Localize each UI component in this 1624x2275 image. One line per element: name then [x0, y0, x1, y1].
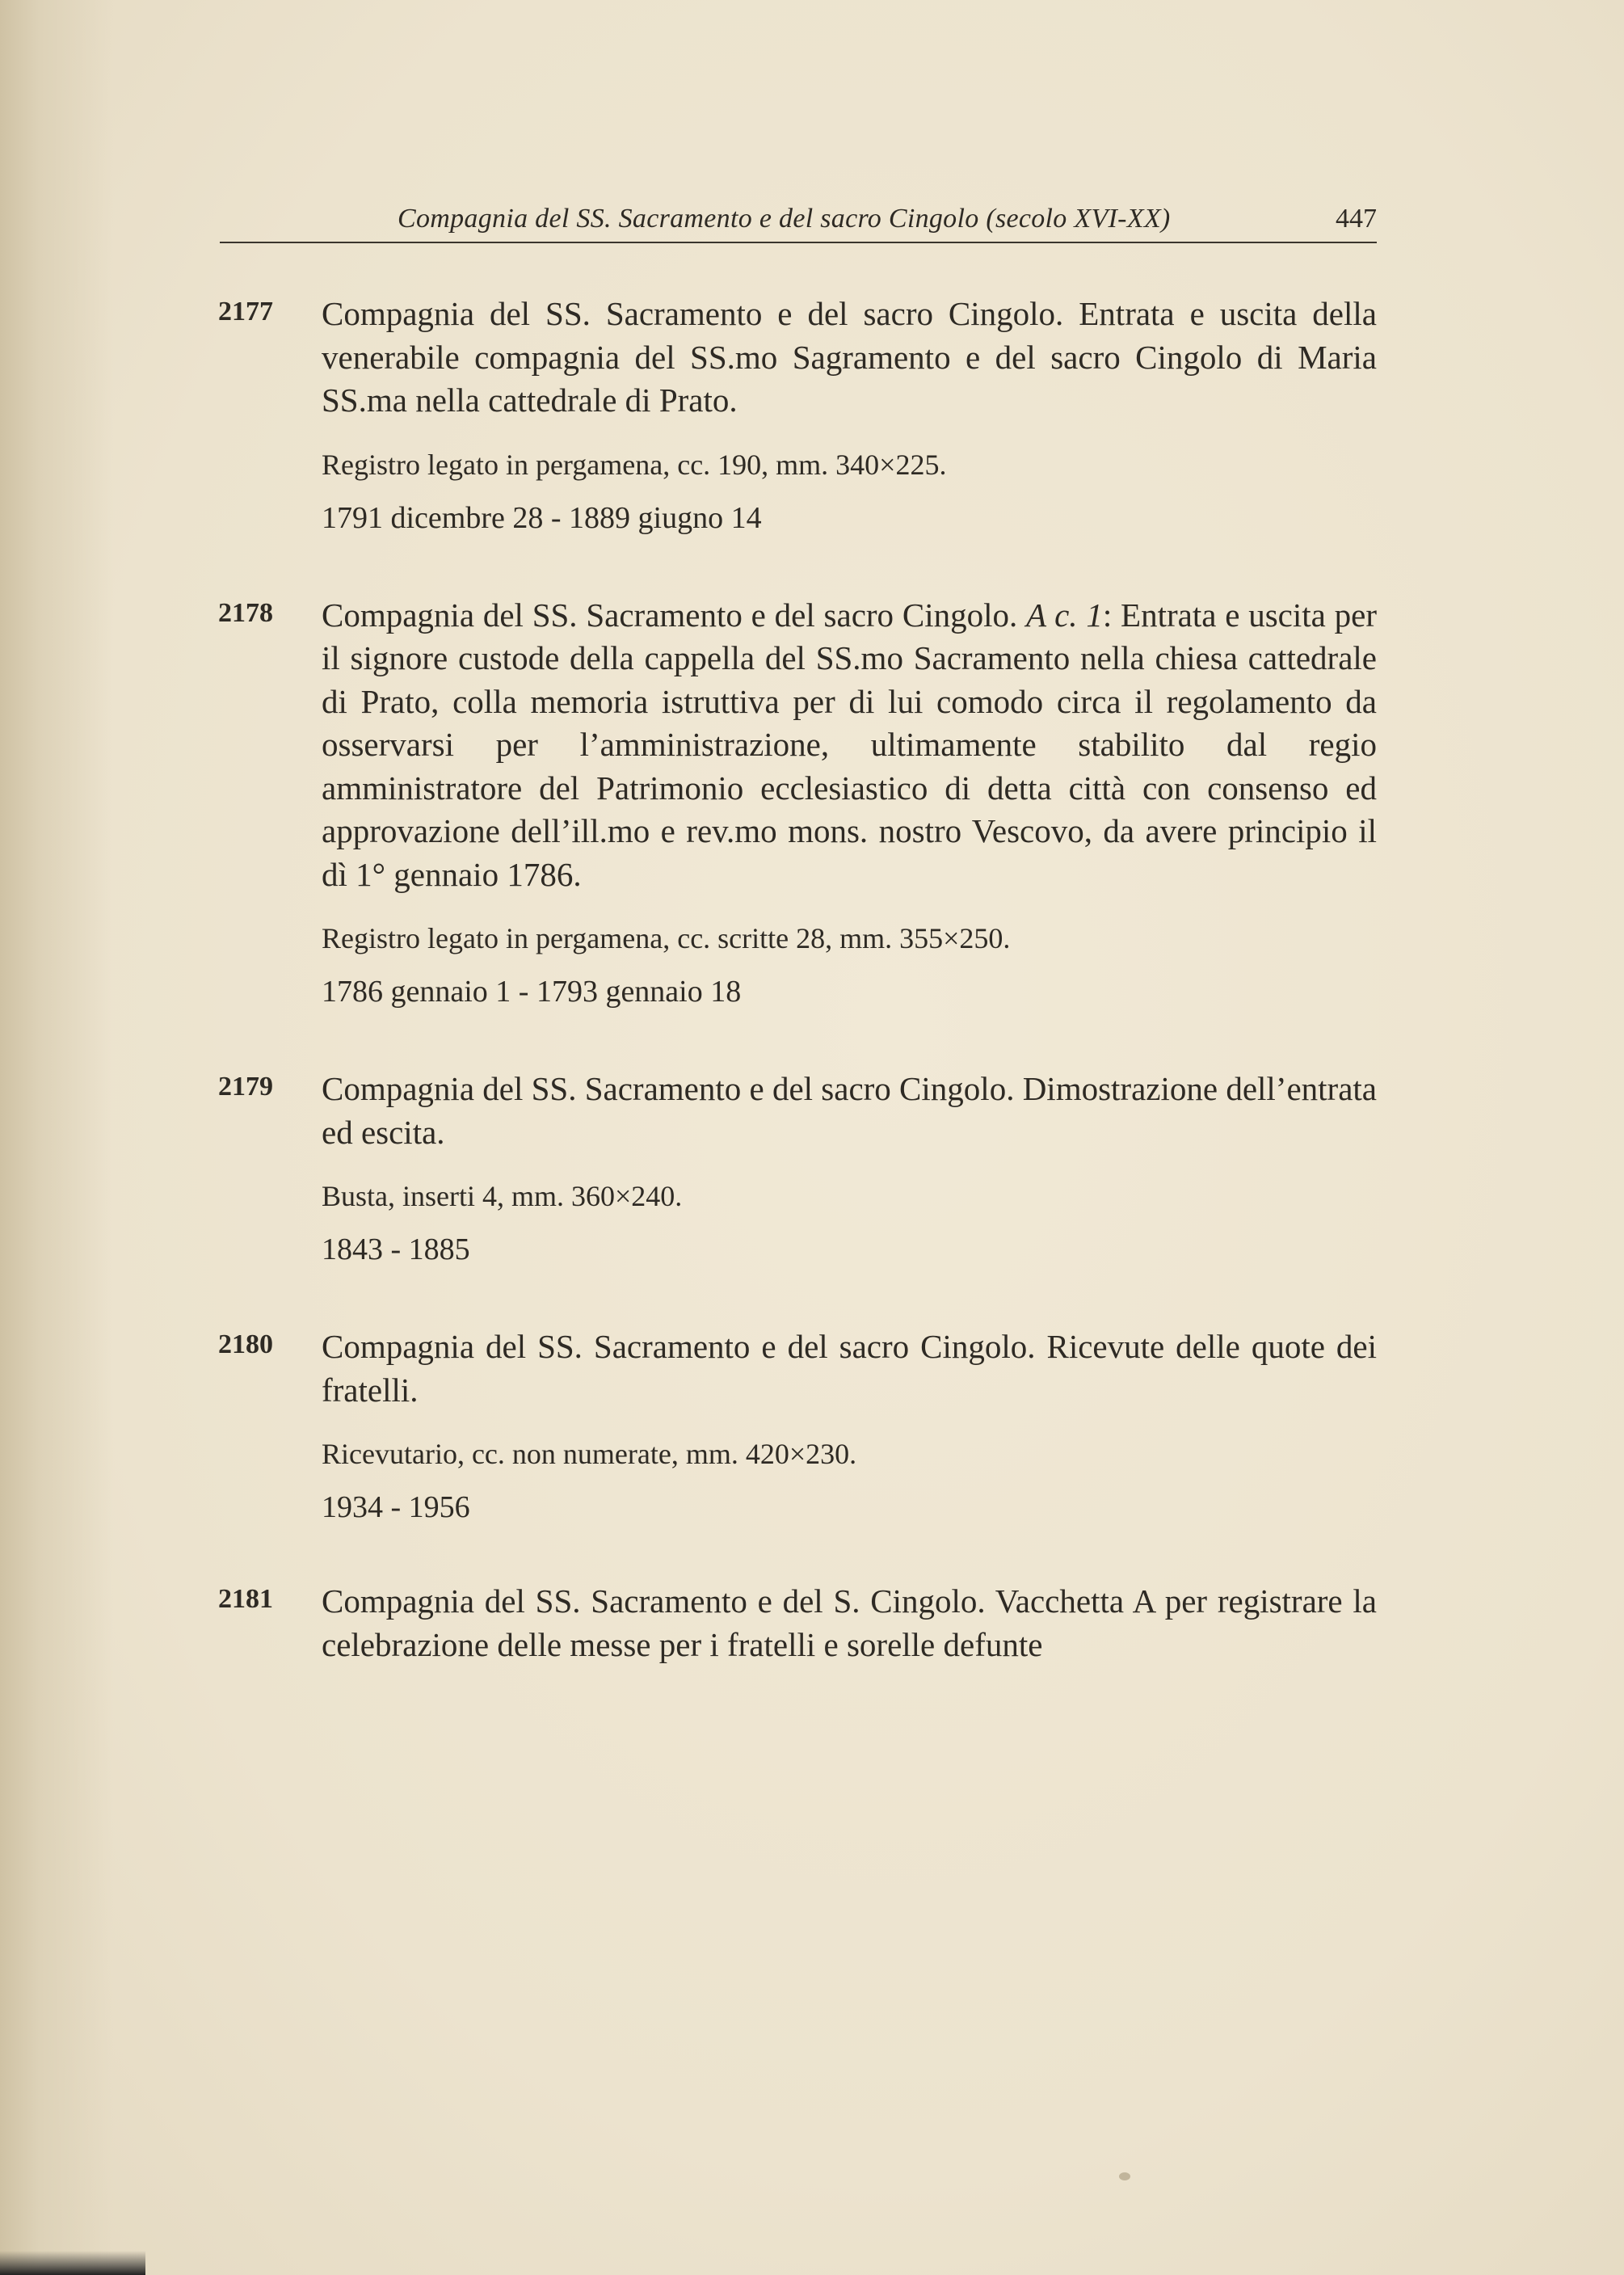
entry-number: 2180 — [218, 1329, 273, 1359]
entry-title: Compagnia del SS. Sacramento e del sacro Cingolo. Ricevute delle quote dei fratelli. — [322, 1328, 1377, 1409]
entry-dates: 1843 - 1885 — [322, 1232, 470, 1266]
entry-dates: 1791 dicembre 28 - 1889 giugno 14 — [322, 500, 762, 535]
entry-2179 — [218, 1068, 1377, 1269]
entry-2178 — [218, 594, 1377, 1012]
entry-title-start: Compagnia del SS. Sacramento e del sacro Cingolo. — [322, 596, 1027, 634]
entry-title: Compagnia del SS. Sacramento e del S. Cingolo. Vacchetta A per registrare la celebrazione delle messe per i fratelli e sorelle defunte — [322, 1582, 1377, 1663]
entry-2177 — [218, 293, 1377, 537]
entry-dates: 1786 gennaio 1 - 1793 gennaio 18 — [322, 975, 742, 1009]
entry-spacer — [218, 1011, 1377, 1068]
header-rule — [220, 242, 1377, 243]
entry-description: Ricevutario, cc. non numerate, mm. 420×230. — [322, 1438, 857, 1470]
entry-title-rest: : Entrata e uscita per il signore custode della cappella del SS.mo Sacramento nella chiesa cattedrale di Prato, colla memoria istruttiva per di lui comodo circa il regolamento da osservarsi per l’amministrazione, ultimamente stabilito dal regio amministratore del Patrimonio ecclesiastico di detta città con consenso ed approvazione dell’ill.mo e rev.mo mons. nostro Vescovo, da avere principio il dì 1° gennaio 1786. — [322, 596, 1377, 893]
entry-title: Compagnia del SS. Sacramento e del sacro Cingolo. Dimostrazione dell’entrata ed escita. — [322, 1070, 1377, 1151]
entry-number: 2179 — [218, 1072, 273, 1102]
entry-title — [322, 594, 1377, 897]
paper-speck — [1119, 2172, 1130, 2180]
entry-dates: 1934 - 1956 — [322, 1490, 470, 1524]
entry-list — [218, 293, 1377, 1666]
page-corner-shadow — [0, 2251, 145, 2275]
entry-number: 2178 — [218, 597, 273, 628]
entry-title-folio-reference: A c. 1 — [1026, 596, 1103, 634]
page-number: 447 — [1336, 204, 1377, 234]
entry-description: Registro legato in pergamena, cc. scritte 28, mm. 355×250. — [322, 922, 1011, 954]
entry-spacer — [218, 537, 1377, 594]
entry-description: Registro legato in pergamena, cc. 190, mm. 340×225. — [322, 448, 947, 481]
entry-description: Busta, inserti 4, mm. 360×240. — [322, 1180, 683, 1212]
entry-spacer — [218, 1269, 1377, 1325]
running-head — [220, 200, 1377, 241]
entry-title: Compagnia del SS. Sacramento e del sacro Cingolo. Entrata e uscita della venerabile compagnia del SS.mo Sagramento e del sacro Cingolo di Maria SS.ma nella cattedrale di Prato. — [322, 295, 1377, 419]
entry-number: 2181 — [218, 1584, 273, 1614]
running-title: Compagnia del SS. Sacramento e del sacro Cingolo (secolo XVI-XX) — [398, 204, 1171, 234]
entry-number: 2177 — [218, 297, 273, 327]
entry-2181 — [218, 1580, 1377, 1666]
entry-spacer — [218, 1527, 1377, 1580]
entry-2180 — [218, 1325, 1377, 1527]
binding-shadow — [0, 0, 113, 2275]
